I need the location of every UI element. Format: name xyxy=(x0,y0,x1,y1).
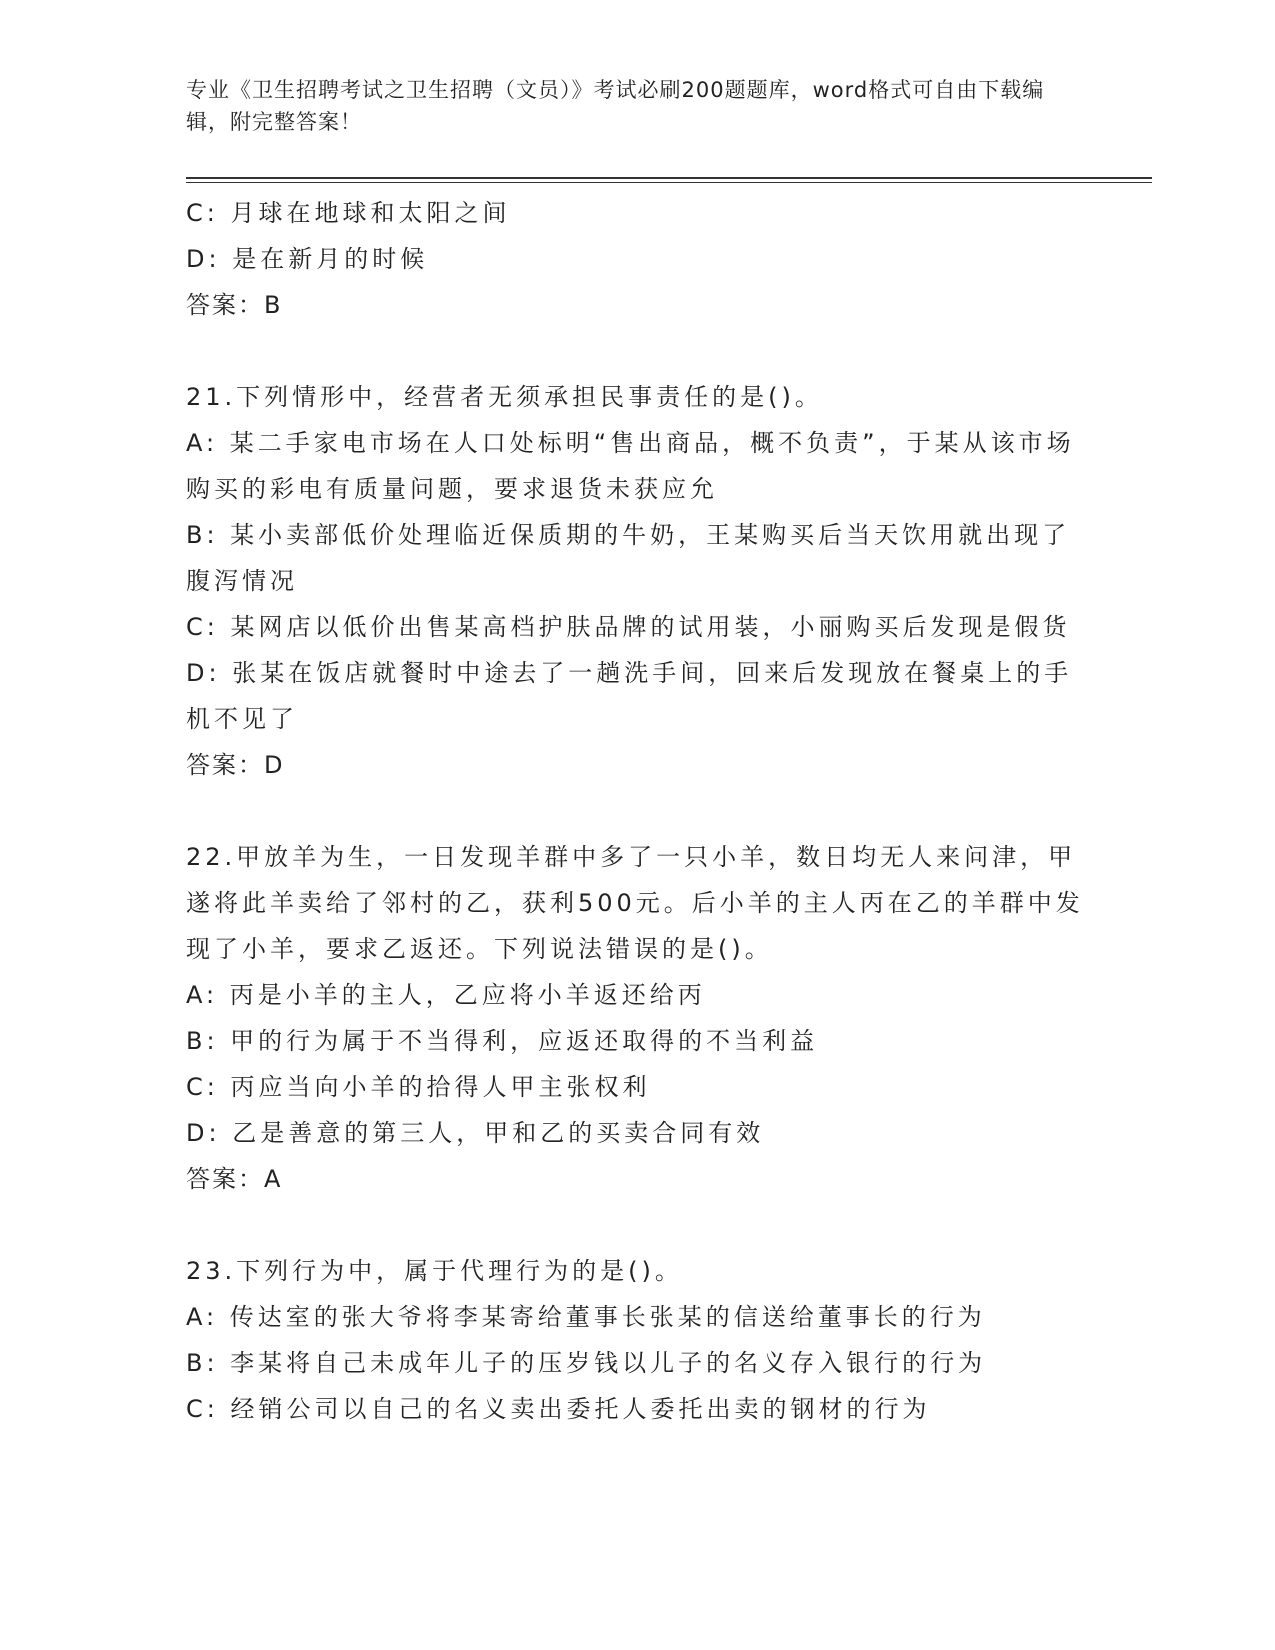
question-text: 22.甲放羊为生，一日发现羊群中多了一只小羊，数日均无人来问津，甲遂将此羊卖给了邻村的乙，获利500元。后小羊的主人丙在乙的羊群中发现了小羊，要求乙返还。下列说法错误的是()。 xyxy=(186,843,1084,963)
header-text: 专业《卫生招聘考试之卫生招聘（文员）》考试必刷200题题库，word格式可自由下载编辑，附完整答案！ xyxy=(186,78,1045,134)
spacer xyxy=(186,328,1086,374)
option-c: C: 月球在地球和太阳之间 xyxy=(186,199,511,227)
header-divider-thick xyxy=(186,177,1152,179)
question-text: 21.下列情形中，经营者无须承担民事责任的是()。 xyxy=(186,383,823,411)
option-d: D: 是在新月的时候 xyxy=(186,245,429,273)
question-22 xyxy=(186,834,1086,1202)
option-b: B: 甲的行为属于不当得利，应返还取得的不当利益 xyxy=(186,1027,819,1055)
spacer xyxy=(186,1202,1086,1248)
answer-line: 答案：B xyxy=(186,291,283,319)
option-d: D: 乙是善意的第三人，甲和乙的买卖合同有效 xyxy=(186,1119,765,1147)
option-c: C: 丙应当向小羊的拾得人甲主张权利 xyxy=(186,1073,651,1101)
question-text: 23.下列行为中，属于代理行为的是()。 xyxy=(186,1257,683,1285)
document-body xyxy=(186,190,1086,1432)
option-a: A: 传达室的张大爷将李某寄给董事长张某的信送给董事长的行为 xyxy=(186,1303,986,1331)
option-c: C: 经销公司以自己的名义卖出委托人委托出卖的钢材的行为 xyxy=(186,1395,931,1423)
option-a: A: 丙是小羊的主人，乙应将小羊返还给丙 xyxy=(186,981,706,1009)
previous-question-tail xyxy=(186,190,1086,328)
question-21 xyxy=(186,374,1086,788)
option-a: A: 某二手家电市场在人口处标明“售出商品，概不负责”，于某从该市场购买的彩电有质量问题，要求退货未获应允 xyxy=(186,429,1075,503)
question-23 xyxy=(186,1248,1086,1432)
spacer xyxy=(186,788,1086,834)
header-divider-thin xyxy=(186,182,1152,183)
answer-line: 答案：D xyxy=(186,751,285,779)
option-d: D: 张某在饭店就餐时中途去了一趟洗手间，回来后发现放在餐桌上的手机不见了 xyxy=(186,659,1073,733)
document-header xyxy=(186,74,1066,138)
option-c: C: 某网店以低价出售某高档护肤品牌的试用装，小丽购买后发现是假货 xyxy=(186,613,1071,641)
answer-line: 答案：A xyxy=(186,1165,283,1193)
option-b: B: 某小卖部低价处理临近保质期的牛奶，王某购买后当天饮用就出现了腹泻情况 xyxy=(186,521,1071,595)
option-b: B: 李某将自己未成年儿子的压岁钱以儿子的名义存入银行的行为 xyxy=(186,1349,987,1377)
